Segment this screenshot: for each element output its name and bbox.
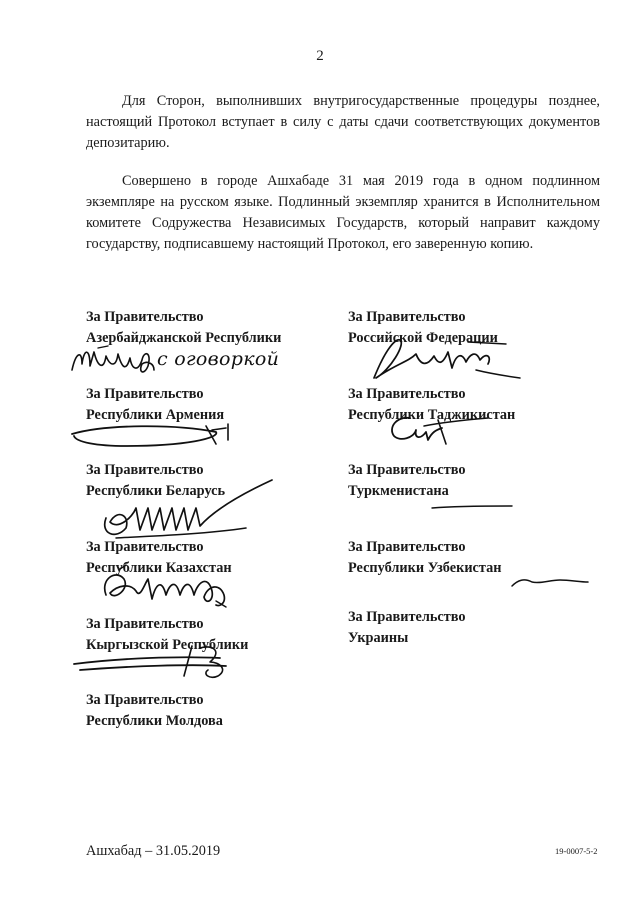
signatory-moldova (86, 690, 223, 732)
signatory-label: За Правительство (348, 539, 466, 555)
signatory-country: Республики Узбекистан (348, 560, 502, 576)
paragraph-entry-into-force: Для Сторон, выполнивших внутригосударственные процедуры позднее, настоящий Протокол вступает в силу с даты сдачи соответствующих документов депозитарию. (86, 93, 600, 151)
signatory-country: Кыргызской Республики (86, 637, 249, 653)
handwritten-reservation-note: с оговоркой (157, 348, 280, 370)
signatory-label: За Правительство (86, 692, 204, 708)
signature-uzbekistan (510, 572, 590, 592)
signatory-label: За Правительство (86, 309, 204, 325)
signature-russia (356, 334, 526, 384)
signatory-country: Республики Армения (86, 407, 225, 423)
signatory-label: За Правительство (86, 539, 204, 555)
signatory-country: Российской Федерации (348, 330, 498, 346)
signatory-country: Республики Таджикистан (348, 407, 516, 423)
signatory-country: Украины (348, 630, 409, 646)
paragraph-done-at: Совершено в городе Ашхабаде 31 мая 2019 года в одном подлинном экземпляре на русском языке. Подлинный экземпляр хранится в Исполнительном комитете Содружества Независимых Государств, который направит каждому государству, подписавшему настоящий Протокол, его заверенную копию. (86, 173, 600, 252)
signatory-label: За Правительство (348, 309, 466, 325)
signature-azerbaijan (68, 342, 158, 382)
signatory-label: За Правительство (348, 609, 466, 625)
signatory-country: Республики Казахстан (86, 560, 232, 576)
signatory-country: Республики Беларусь (86, 483, 226, 499)
signatory-label: За Правительство (86, 386, 204, 402)
signatory-label: За Правительство (348, 462, 466, 478)
footer-place-date: Ашхабад – 31.05.2019 (86, 843, 221, 859)
signatory-label: За Правительство (348, 386, 466, 402)
signature-kyrgyzstan (70, 640, 240, 684)
footer-document-code: 19-0007-5-2 (555, 846, 598, 856)
signatory-label: За Правительство (86, 616, 204, 632)
signature-turkmenistan (428, 500, 518, 514)
signatory-uzbekistan (348, 537, 501, 579)
signatory-country: Туркменистана (348, 483, 449, 499)
signatory-label: За Правительство (86, 462, 204, 478)
signature-armenia (66, 418, 236, 454)
signature-tajikistan (384, 410, 494, 450)
signatory-country: Республики Молдова (86, 713, 223, 729)
signatory-turkmenistan (348, 460, 466, 502)
signature-belarus (96, 478, 276, 548)
signature-kazakhstan (96, 565, 236, 613)
page-number: 2 (316, 48, 324, 64)
signatory-country: Азербайджанской Республики (86, 330, 282, 346)
signatory-ukraine (348, 607, 466, 649)
